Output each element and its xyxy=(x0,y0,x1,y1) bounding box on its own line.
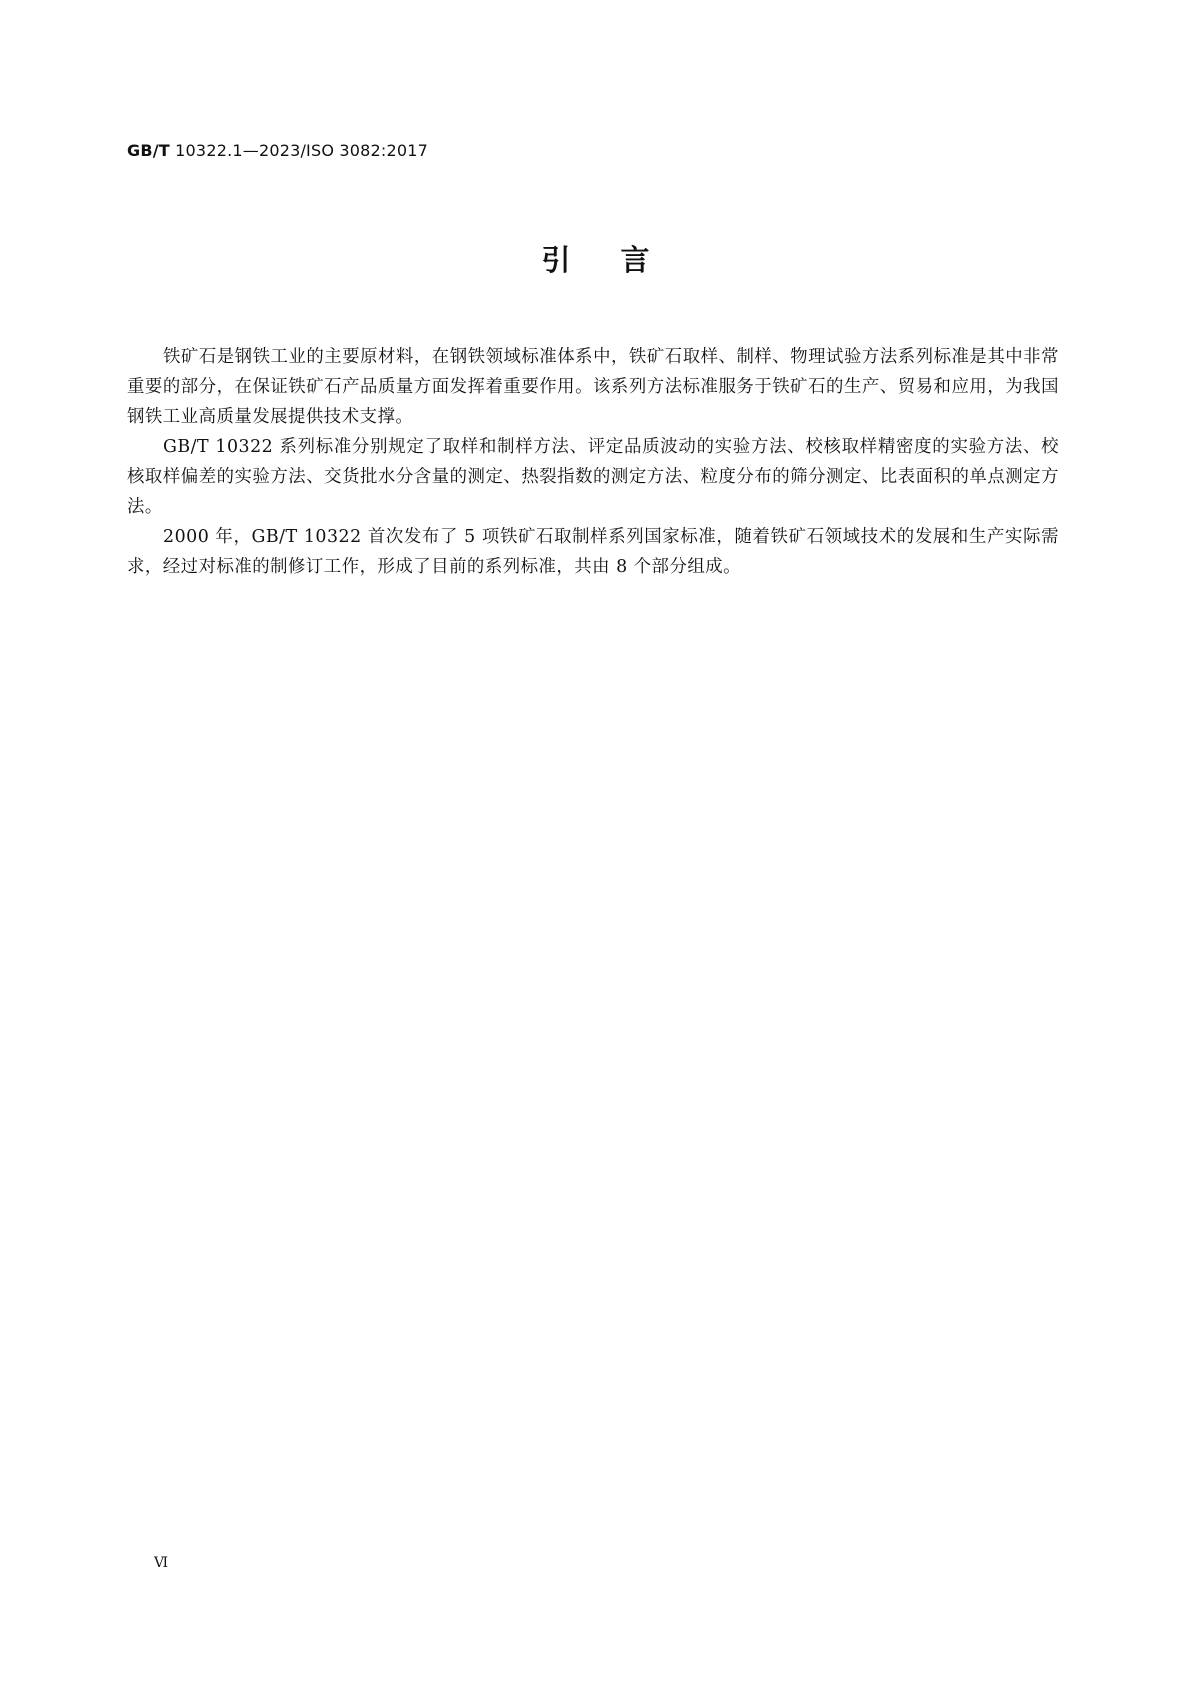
page-title: 引言 xyxy=(541,243,700,277)
standard-number: 10322.1—2023/ISO 3082:2017 xyxy=(169,141,429,160)
introduction-body xyxy=(127,342,1059,582)
standard-prefix: GB/T xyxy=(127,141,170,160)
page-number: Ⅵ xyxy=(154,1555,169,1571)
paragraph-3: 2000 年，GB/T 10322 首次发布了 5 项铁矿石取制样系列国家标准，随着铁矿石领域技术的发展和生产实际需求，经过对标准的制修订工作，形成了目前的系列标准，共由 8 个部分组成。 xyxy=(127,527,1059,577)
document-code-header xyxy=(127,141,428,160)
paragraph-1: 铁矿石是钢铁工业的主要原材料，在钢铁领域标准体系中，铁矿石取样、制样、物理试验方法系列标准是其中非常重要的部分，在保证铁矿石产品质量方面发挥着重要作用。该系列方法标准服务于铁矿石的生产、贸易和应用，为我国钢铁工业高质量发展提供技术支撑。 xyxy=(127,347,1059,427)
paragraph-2: GB/T 10322 系列标准分别规定了取样和制样方法、评定品质波动的实验方法、校核取样精密度的实验方法、校核取样偏差的实验方法、交货批水分含量的测定、热裂指数的测定方法、粒度分布的筛分测定、比表面积的单点测定方法。 xyxy=(127,437,1059,517)
